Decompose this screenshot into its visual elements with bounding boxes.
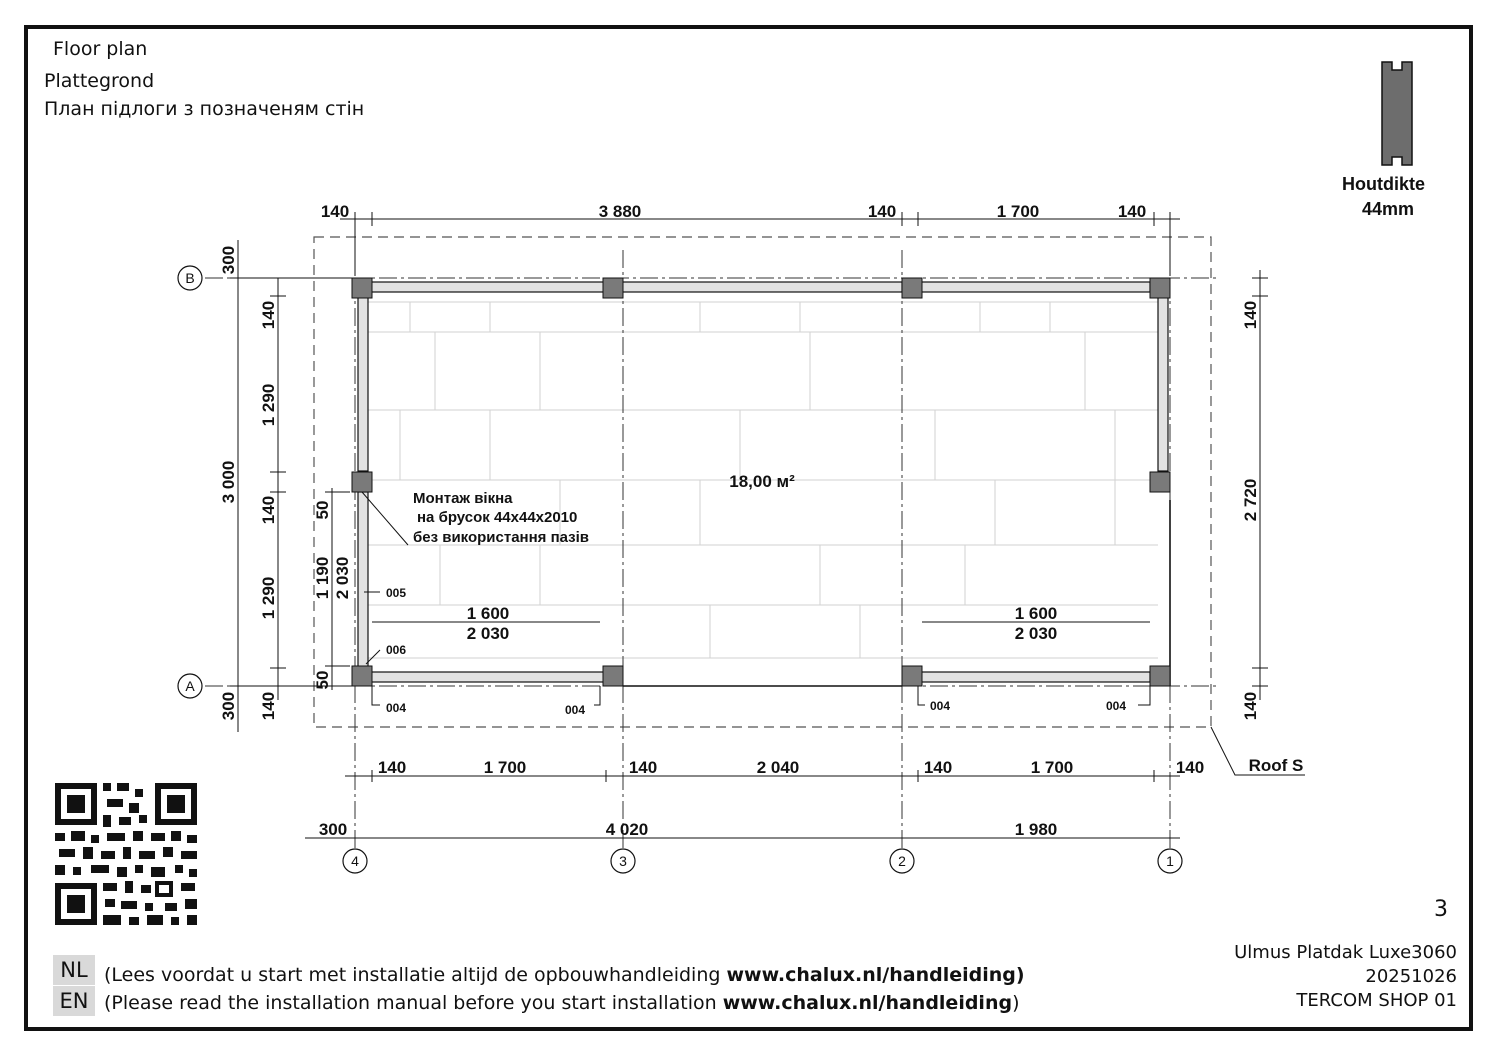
title-uk: План підлоги з позначеням стін bbox=[44, 98, 365, 120]
dim-left-inner-4: 1 290 bbox=[259, 576, 278, 620]
dim-bottom2-2: 4 020 bbox=[605, 820, 649, 839]
dim-right-1: 140 bbox=[1241, 300, 1260, 330]
title-nl: Plattegrond bbox=[44, 70, 155, 92]
dim-left-outer-2: 3 000 bbox=[219, 460, 238, 504]
en-manual-link[interactable]: www.chalux.nl/handleiding bbox=[722, 992, 1013, 1014]
dim-bottom1-4: 2 040 bbox=[756, 758, 800, 777]
dim-top-2: 3 880 bbox=[598, 202, 642, 221]
wood-thickness-value: 44mm bbox=[1362, 199, 1415, 219]
dim-top-1: 140 bbox=[320, 202, 350, 221]
axis-label-a: A bbox=[185, 678, 195, 694]
dim-bottom2-1: 300 bbox=[318, 820, 348, 839]
en-instruction-text: (Please read the installation manual before you start installation bbox=[104, 992, 723, 1014]
nl-instruction-text: (Lees voordat u start met installatie altijd de opbouwhandleiding bbox=[104, 964, 727, 986]
dim-left-window-2: 1 190 bbox=[313, 556, 332, 600]
win-left-dim-2: 2 030 bbox=[466, 624, 510, 643]
dim-bottom1-2: 1 700 bbox=[483, 758, 527, 777]
dim-top-4: 1 700 bbox=[996, 202, 1040, 221]
page-number: 3 bbox=[1434, 897, 1448, 922]
dim-left-window-1: 50 bbox=[313, 500, 332, 520]
en-language-badge: EN bbox=[53, 986, 95, 1016]
dim-left-inner-2: 1 290 bbox=[259, 383, 278, 427]
dim-bottom1-5: 140 bbox=[923, 758, 953, 777]
dim-right-2: 2 720 bbox=[1241, 478, 1260, 522]
window-note-3: без використання пазів bbox=[413, 529, 590, 546]
qr-code bbox=[55, 783, 197, 925]
axis-label-b: B bbox=[185, 270, 195, 286]
dim-left-outer-3: 300 bbox=[219, 691, 238, 721]
wood-thickness-label: Houtdikte bbox=[1342, 174, 1425, 194]
dim-left-inner-1: 140 bbox=[259, 300, 278, 330]
window-note-1: Монтаж вікна bbox=[413, 490, 513, 507]
win-right-dim-2: 2 030 bbox=[1014, 624, 1058, 643]
win-right-dim-1: 1 600 bbox=[1014, 604, 1058, 623]
product-name: Ulmus Platdak Luxe3060 bbox=[1234, 942, 1457, 963]
label-004-c: 004 bbox=[930, 699, 951, 713]
wood-plank-icon bbox=[1382, 62, 1412, 165]
window-note-2: на брусок 44х44х2010 bbox=[417, 509, 578, 526]
label-006: 006 bbox=[386, 643, 407, 657]
en-instruction bbox=[104, 992, 1020, 1014]
axis-label-1: 1 bbox=[1166, 853, 1174, 869]
label-004-b: 004 bbox=[565, 703, 586, 717]
dim-top-5: 140 bbox=[1117, 202, 1147, 221]
dim-bottom1-3: 140 bbox=[628, 758, 658, 777]
dim-right-3: 140 bbox=[1241, 691, 1260, 721]
label-004-a: 004 bbox=[386, 701, 407, 715]
floor-area: 18,00 м² bbox=[729, 472, 795, 491]
dim-bottom1-6: 1 700 bbox=[1030, 758, 1074, 777]
left-dimensions bbox=[230, 240, 352, 732]
nl-manual-link[interactable]: www.chalux.nl/handleiding) bbox=[726, 964, 1025, 986]
title-en: Floor plan bbox=[53, 38, 148, 60]
dim-bottom1-1: 140 bbox=[377, 758, 407, 777]
dim-left-outer-1: 300 bbox=[219, 245, 238, 275]
axis-label-2: 2 bbox=[898, 853, 906, 869]
win-left-dim-1: 1 600 bbox=[466, 604, 510, 623]
dim-bottom1-7: 140 bbox=[1175, 758, 1205, 777]
label-004-d: 004 bbox=[1106, 699, 1127, 713]
nl-language-badge: NL bbox=[53, 955, 95, 985]
label-005: 005 bbox=[386, 586, 407, 600]
en-instruction-end: ) bbox=[1012, 992, 1020, 1014]
dim-left-inner-3: 140 bbox=[259, 495, 278, 525]
axis-label-4: 4 bbox=[351, 853, 359, 869]
roof-label: Roof S bbox=[1248, 756, 1304, 775]
dim-left-inner-5: 140 bbox=[259, 691, 278, 721]
dim-top-3: 140 bbox=[867, 202, 897, 221]
dim-left-window-4: 50 bbox=[313, 670, 332, 690]
axis-label-3: 3 bbox=[619, 853, 627, 869]
product-date: 20251026 bbox=[1365, 966, 1457, 987]
product-shop: TERCOM SHOP 01 bbox=[1296, 990, 1457, 1011]
nl-instruction bbox=[104, 964, 1025, 986]
top-dimension bbox=[340, 212, 1180, 276]
dim-left-window-3: 2 030 bbox=[333, 556, 352, 600]
dim-bottom2-3: 1 980 bbox=[1014, 820, 1058, 839]
